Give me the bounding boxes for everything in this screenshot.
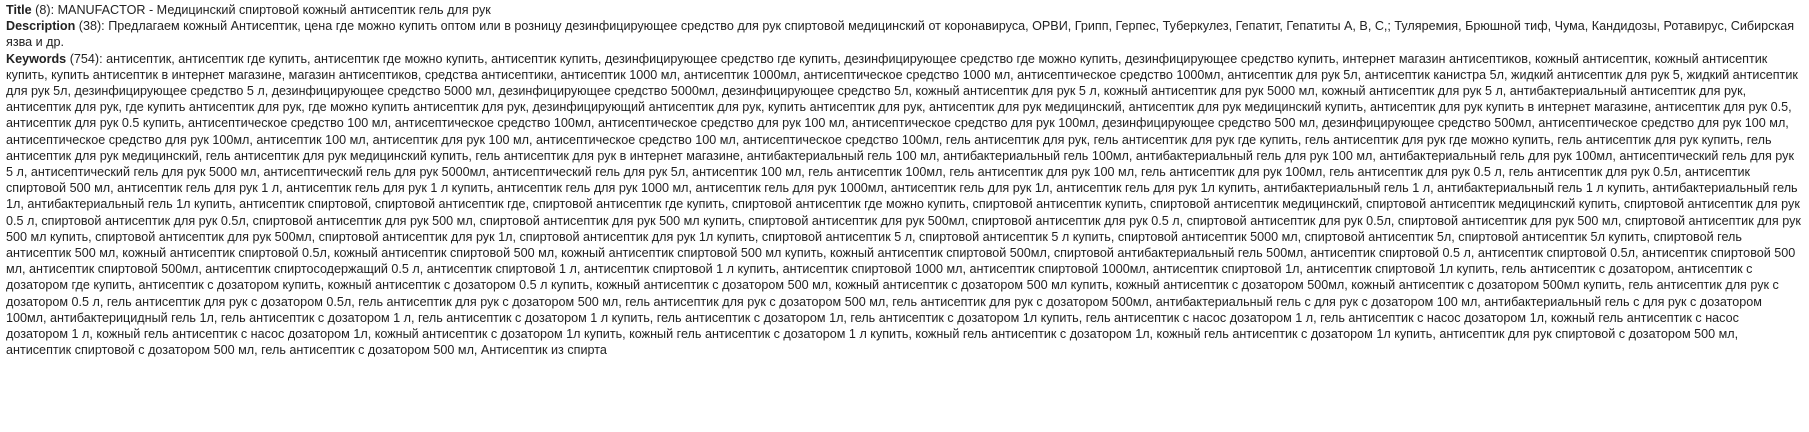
keywords-value: антисептик, антисептик где купить, антисептик где можно купить, антисептик купить, дезинфицирующее средство где купить, дезинфицирующее средство где можно купить, дезинфицирующее средство купить, интернет магазин антисептиков, кожный антисептик, кожный антисептик купить, купить антисептик в интернет магазине, магазин антисептиков, средства антисептики, антисептик 1000 мл, антисептик 1000мл, антисептическое средство 1000 мл, антисептическое средство 1000мл, антисептик для рук 5л, антисептик канистра 5л, жидкий антисептик для рук 5, жидкий антисептик для рук 5л, дезинфицирующее средство 5 л, дезинфицирующее средство 5000 мл, дезинфицирующее средство 5000мл, дезинфицирующее средство 5л, кожный антисептик для рук 5 л, кожный антисептик для рук 5000 мл, кожный антисептик для рук 5 л, антибактериальный антисептик для рук, антисептик для рук, где купить антисептик для рук, где можно купить антисептик для рук, дезинфицирующий антисептик для рук, купить антисептик для рук, антисептик для рук медицинский, антисептик для рук медицинский купить, антисептик для рук купить в интернет магазине, антисептик для рук 0.5, антисептик для рук 0.5 купить, антисептическое средство 100 мл, антисептическое средство 100мл, антисептическое средство для рук 100 мл, антисептическое средство для рук 100мл, дезинфицирующее средство 500 мл, дезинфицирующее средство 500мл, антисептическое средство для рук 100 мл, антисептическое средство для рук 100мл, антисептик 100 мл, антисептик для рук 100 мл, антисептическое средство 100 мл, антисептическое средство 100мл, гель антисептик для рук, гель антисептик для рук где купить, гель антисептик для рук где можно купить, гель антисептик для рук купить, гель антисептик для рук медицинский, гель антисептик для рук медицинский купить, гель антисептик для рук в интернет магазине, антибактериальный гель 100 мл, антибактериальный гель 100мл, антибактериальный гель для рук 100 мл, антибактериальный гель для рук 100мл, антисептический гель для рук 5 л, антисептический гель для рук 5000 мл, антисептический гель для рук 5000мл, антисептический гель для рук 5л, антисептик 100 мл, гель антисептик 100мл, гель антисептик для рук 100 мл, гель антисептик для рук 100мл, гель антисептик для рук 0.5 л, гель антисептик для рук 0.5л, антисептик спиртовой 500 мл, антисептик гель для рук 1 л, антисептик гель для рук 1 л купить, антисептик гель для рук 1000 мл, антисептик гель для рук 1000мл, антисептик гель для рук 1л, антисептик гель для рук 1л купить, антибактериальный гель 1 л, антибактериальный гель 1 л купить, антибактериальный гель 1л, антибактериальный гель 1л купить, антисептик спиртовой, спиртовой антисептик где, спиртовой антисептик где купить, спиртовой антисептик где можно купить, спиртовой антисептик купить, спиртовой антисептик медицинский, спиртовой антисептик медицинский купить, спиртовой антисептик для рук 0.5 л, спиртовой антисептик для рук 0.5л, спиртовой антисептик для рук 500 мл, спиртовой антисептик для рук 500 мл купить, спиртовой антисептик для рук 500мл, спиртовой антисептик для рук 0.5 л, спиртовой антисептик для рук 0.5л, спиртовой антисептик для рук 500 мл, спиртовой антисептик для рук 500 мл купить, спиртовой антисептик для рук 500мл, спиртовой антисептик для рук 1л, спиртовой антисептик для рук 1л купить, спиртовой антисептик 5 л, спиртовой антисептик 5 л купить, спиртовой антисептик 5000 мл, спиртовой антисептик 5л, спиртовой антисептик 5л купить, спиртовой гель антисептик 500 мл, кожный антисептик спиртовой 0.5л, кожный антисептик спиртовой 500 мл, кожный антисептик спиртовой 500 мл купить, кожный антисептик спиртовой 500мл, спиртовой антибактериальный гель 500мл, антисептик спиртовой 0.5 л, антисептик спиртовой 0.5л, антисептик спиртовой 500 мл, антисептик спиртовой 500мл, антисептик спиртосодержащий 0.5 л, антисептик спиртовой 1 л, антисептик спиртовой 1 л купить, антисептик спиртовой 1000 мл, антисептик спиртовой 1000мл, антисептик спиртовой 1л, антисептик спиртовой 1л купить, гель антисептик с дозатором, антисептик с дозатором где купить, антисептик с дозатором купить, кожный антисептик с дозатором 0.5 л купить, кожный антисептик с дозатором 500 мл, кожный антисептик с дозатором 500 мл купить, кожный антисептик с дозатором 500мл, кожный антисептик с дозатором 500мл купить, гель антисептик для рук с дозатором 0.5 л, гель антисептик для рук с дозатором 0.5л, гель антисептик для рук с дозатором 500 мл, гель антисептик для рук с дозатором 500 мл, гель антисептик для рук с дозатором 500мл, антибактериальный гель с для рук с дозатором 100 мл, антибактериальный гель с для рук с дозатором 100мл, антибактерицидный гель 1л, гель антисептик с дозатором 1 л, гель антисептик с дозатором 1 л купить, гель антисептик с дозатором 1л, гель антисептик с дозатором 1л купить, гель антисептик с насос дозатором 1 л, гель антисептик с насос дозатором 1л, кожный гель антисептик с насос дозатором 1 л, кожный гель антисептик с насос дозатором 1л, кожный антисептик с дозатором 1л купить, кожный гель антисептик с дозатором 1 л купить, кожный гель антисептик с дозатором 1л, кожный гель антисептик с дозатором 1л купить, антисептик для рук спиртовой с дозатором 500 мл, антисептик спиртовой с дозатором 500 мл, гель антисептик с дозатором 500 мл, Антисептик из спирта [6,51,1801,358]
title-field [6,2,1801,18]
description-count: (38): [78,19,105,34]
description-field [6,18,1801,50]
keywords-label: Keywords [6,51,67,66]
title-count: (8): [35,3,55,17]
keywords-field [6,51,1801,359]
title-value: MANUFACTOR - Медицинский спиртовой кожный антисептик гель для рук [57,3,491,17]
keywords-count: (754): [69,51,103,66]
description-label: Description [6,19,76,34]
title-label: Title [6,3,32,17]
description-value: Предлагаем кожный Антисептик, цена где можно купить оптом или в розницу дезинфицирующее средство для рук спиртовой медицинский от коронавируса, ОРВИ, Грипп, Герпес, Туберкулез, Гепатит, Гепатиты А, В, С,; Туляремия, Брюшной тиф, Чума, Кандидозы, Ротавирус, Сибирская язва и др. [6,19,1795,50]
